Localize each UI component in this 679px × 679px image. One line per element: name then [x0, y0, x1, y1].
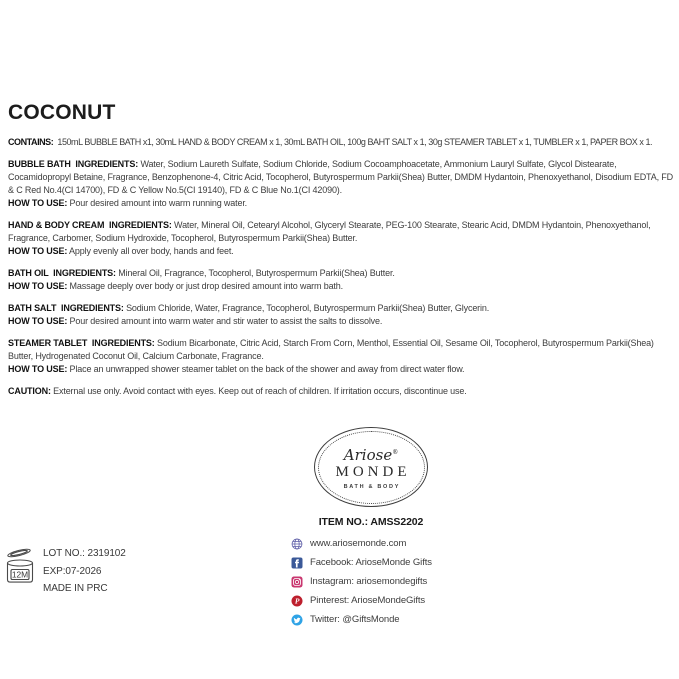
bubble-bath-ingredients-text: Water, Sodium Laureth Sulfate, Sodium Chloride, Sodium Cocoamphoacetate, Ammonium Lauryl Sulfate, Glycol Distearate, Cocamidopropyl Betaine, Fragrance, Benzophenone-4, Citric Acid, Tocopherol, Butyrospermum Parkii(Shea) Butter, DMDM Hydantoin, Phenoxyethanol, Disodium EDTA, FD & C Red No.4(CI 14700), FD & C Yellow No.5(CI 19140), FD & C Blue No.1(CI 42090). [8, 159, 676, 195]
steamer-how-text: Place an unwrapped shower steamer tablet on the back of the shower and away from direct water flow. [67, 364, 465, 374]
product-title: COCONUT [8, 101, 116, 124]
logo-script-name [344, 445, 398, 463]
hand-body-ingredients-text: Water, Mineral Oil, Cetearyl Alcohol, Glyceryl Stearate, PEG-100 Stearate, Stearic Acid, DMDM Hydantoin, Phenoxyethanol, Fragrance, Carbomer, Sodium Hydroxide, Tocopherol, Butyrospermum Parkii(Shea) Butter. [8, 220, 653, 243]
bath-salt-how-text: Pour desired amount into warm water and stir water to assist the salts to dissolve. [67, 316, 383, 326]
contains-text: 150mL BUBBLE BATH x1, 30mL HAND & BODY CREAM x 1, 30mL BATH OIL, 100g BAHT SALT x 1, 30g STEAMER TABLET x 1, TUMBLER x 1, PAPER BOX x 1. [53, 137, 653, 147]
facebook-icon [291, 557, 303, 569]
bath-oil-how-to-use [8, 280, 673, 293]
hand-body-ingredients-label: HAND & BODY CREAM INGREDIENTS: [8, 220, 172, 230]
pao-duration-text: 12M [11, 569, 29, 580]
bath-oil-how-text: Massage deeply over body or just drop desired amount into warm bath. [67, 281, 343, 291]
country-of-origin: MADE IN PRC [43, 583, 108, 594]
pinterest-handle-text: Pinterest: ArioseMondeGifts [310, 595, 426, 606]
bath-salt-how-label: HOW TO USE: [8, 316, 68, 326]
steamer-ingredients [8, 337, 673, 363]
section-bath-oil [8, 267, 673, 293]
bubble-bath-how-label: HOW TO USE: [8, 198, 68, 208]
logo-tagline: BATH & BODY [343, 483, 401, 490]
expiry-date: EXP:07-2026 [43, 565, 102, 577]
caution-paragraph [8, 385, 673, 398]
brand-logo [314, 427, 428, 507]
bath-oil-ingredients [8, 267, 673, 280]
svg-text:P: P [294, 596, 300, 606]
production-text-block [43, 544, 126, 598]
bath-oil-ingredients-label: BATH OIL INGREDIENTS: [8, 268, 116, 278]
bubble-bath-ingredients-label: BUBBLE BATH INGREDIENTS: [8, 159, 139, 169]
social-row-twitter [291, 610, 451, 629]
logo-brand-script-text: Ariose [343, 445, 393, 464]
section-steamer-tablet [8, 337, 673, 376]
pinterest-icon [291, 595, 303, 607]
lot-number: LOT NO.: 2319102 [43, 548, 126, 559]
section-hand-body-cream [8, 219, 673, 258]
social-row-pinterest [291, 591, 451, 610]
bath-salt-ingredients-label: BATH SALT INGREDIENTS: [8, 303, 124, 313]
item-number: ITEM NO.: AMSS2202 [318, 516, 424, 528]
twitter-handle-text: Twitter: @GiftsMonde [310, 614, 400, 625]
bath-oil-how-label: HOW TO USE: [8, 281, 68, 291]
pao-12m-jar-icon [4, 544, 38, 586]
contains-paragraph [8, 136, 673, 149]
bubble-bath-how-to-use [8, 197, 673, 210]
bath-salt-ingredients-text: Sodium Chloride, Water, Fragrance, Tocopherol, Butyrospermum Parkii(Shea) Butter, Glycerin. [123, 303, 490, 313]
section-bubble-bath [8, 158, 676, 210]
bath-salt-how-to-use [8, 315, 673, 328]
social-links-list [291, 534, 451, 629]
bubble-bath-ingredients [8, 158, 676, 197]
hand-body-how-label: HOW TO USE: [8, 246, 68, 256]
bath-salt-ingredients [8, 302, 673, 315]
bath-oil-ingredients-text: Mineral Oil, Fragrance, Tocopherol, Butyrospermum Parkii(Shea) Butter. [115, 268, 395, 278]
hand-body-how-text: Apply evenly all over body, hands and feet. [67, 246, 234, 256]
section-bath-salt [8, 302, 673, 328]
steamer-how-to-use [8, 363, 673, 376]
steamer-ingredients-label: STEAMER TABLET INGREDIENTS: [8, 338, 155, 348]
instagram-handle-text: Instagram: ariosemondegifts [310, 576, 428, 587]
steamer-how-label: HOW TO USE: [8, 364, 68, 374]
brand-column [63, 427, 679, 629]
registered-trademark-mark: ® [392, 448, 399, 456]
caution-label: CAUTION: [8, 386, 51, 396]
website-url-text: www.ariosemonde.com [310, 538, 407, 549]
production-info [4, 544, 126, 598]
social-row-facebook [291, 553, 451, 572]
social-row-instagram [291, 572, 451, 591]
facebook-handle-text: Facebook: ArioseMonde Gifts [310, 557, 432, 568]
hand-body-how-to-use [8, 245, 673, 258]
hand-body-ingredients [8, 219, 673, 245]
bubble-bath-how-text: Pour desired amount into warm running water. [67, 198, 248, 208]
social-row-website [291, 534, 451, 553]
contains-label: CONTAINS: [8, 137, 54, 147]
caution-text: External use only. Avoid contact with eyes. Keep out of reach of children. If irritation occurs, discontinue use. [50, 386, 467, 396]
twitter-icon [291, 614, 303, 626]
logo-serif-name: MONDE [335, 463, 411, 480]
label-text-column [8, 101, 676, 398]
steamer-ingredients-text: Sodium Bicarbonate, Citric Acid, Starch From Corn, Menthol, Essential Oil, Sesame Oil, Tocopherol, Butyrospermum Parkii(Shea) Butter, Hydrogenated Coconut Oil, Calcium Carbonate, Fragrance. [8, 338, 657, 361]
instagram-icon [291, 576, 303, 588]
globe-icon [291, 538, 303, 550]
